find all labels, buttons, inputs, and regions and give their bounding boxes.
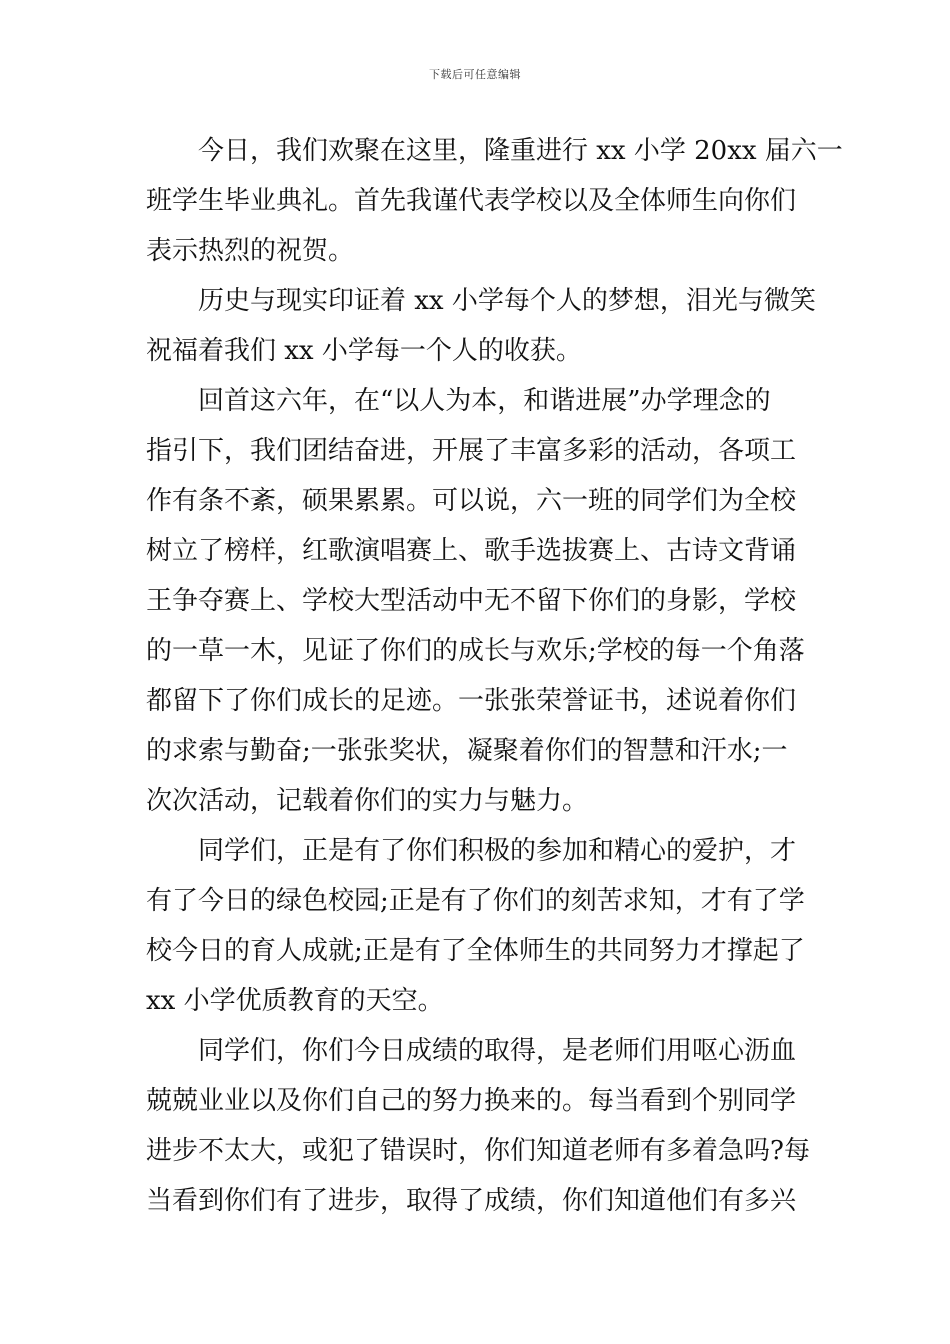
page-header: 下载后可任意编辑: [429, 68, 521, 81]
paragraph-line: 同学们，你们今日成绩的取得，是老师们用呕心沥血: [198, 1036, 797, 1066]
paragraph-line: 王争夺赛上、学校大型活动中无不留下你们的身影，学校: [146, 586, 797, 616]
paragraph-line: 班学生毕业典礼。首先我谨代表学校以及全体师生向你们: [146, 186, 797, 216]
paragraph-line: 的求索与勤奋;一张张奖状，凝聚着你们的智慧和汗水;一: [146, 736, 788, 766]
paragraph-line: 都留下了你们成长的足迹。一张张荣誉证书，述说着你们: [146, 686, 797, 716]
paragraph-line: xx 小学优质教育的天空。: [146, 986, 444, 1016]
paragraph-line: 当看到你们有了进步，取得了成绩，你们知道他们有多兴: [146, 1186, 797, 1216]
paragraph-line: 的一草一木，见证了你们的成长与欢乐;学校的每一个角落: [146, 636, 805, 666]
paragraph-line: 今日，我们欢聚在这里，隆重进行 xx 小学 20xx 届六一: [198, 136, 843, 166]
paragraph-line: 校今日的育人成就;正是有了全体师生的共同努力才撑起了: [146, 936, 805, 966]
paragraph-line: 同学们，正是有了你们积极的参加和精心的爱护，才: [198, 836, 797, 866]
paragraph-line: 指引下，我们团结奋进，开展了丰富多彩的活动，各项工: [146, 436, 797, 466]
paragraph-line: 进步不太大，或犯了错误时，你们知道老师有多着急吗?每: [146, 1136, 810, 1166]
paragraph-line: 历史与现实印证着 xx 小学每个人的梦想，泪光与微笑: [198, 286, 816, 316]
paragraph-line: 次次活动，记载着你们的实力与魅力。: [146, 786, 589, 816]
paragraph-line: 有了今日的绿色校园;正是有了你们的刻苦求知，才有了学: [146, 886, 805, 916]
paragraph-line: 表示热烈的祝贺。: [146, 236, 355, 266]
paragraph-line: 祝福着我们 xx 小学每一个人的收获。: [146, 336, 582, 366]
document-body: [146, 126, 843, 1226]
paragraph-line: 兢兢业业以及你们自己的努力换来的。每当看到个别同学: [146, 1086, 797, 1116]
paragraph-line: 回首这六年，在“以人为本，和谐进展”办学理念的: [198, 386, 771, 416]
paragraph-line: 作有条不紊，硕果累累。可以说，六一班的同学们为全校: [146, 486, 797, 516]
paragraph-line: 树立了榜样，红歌演唱赛上、歌手选拔赛上、古诗文背诵: [146, 536, 797, 566]
